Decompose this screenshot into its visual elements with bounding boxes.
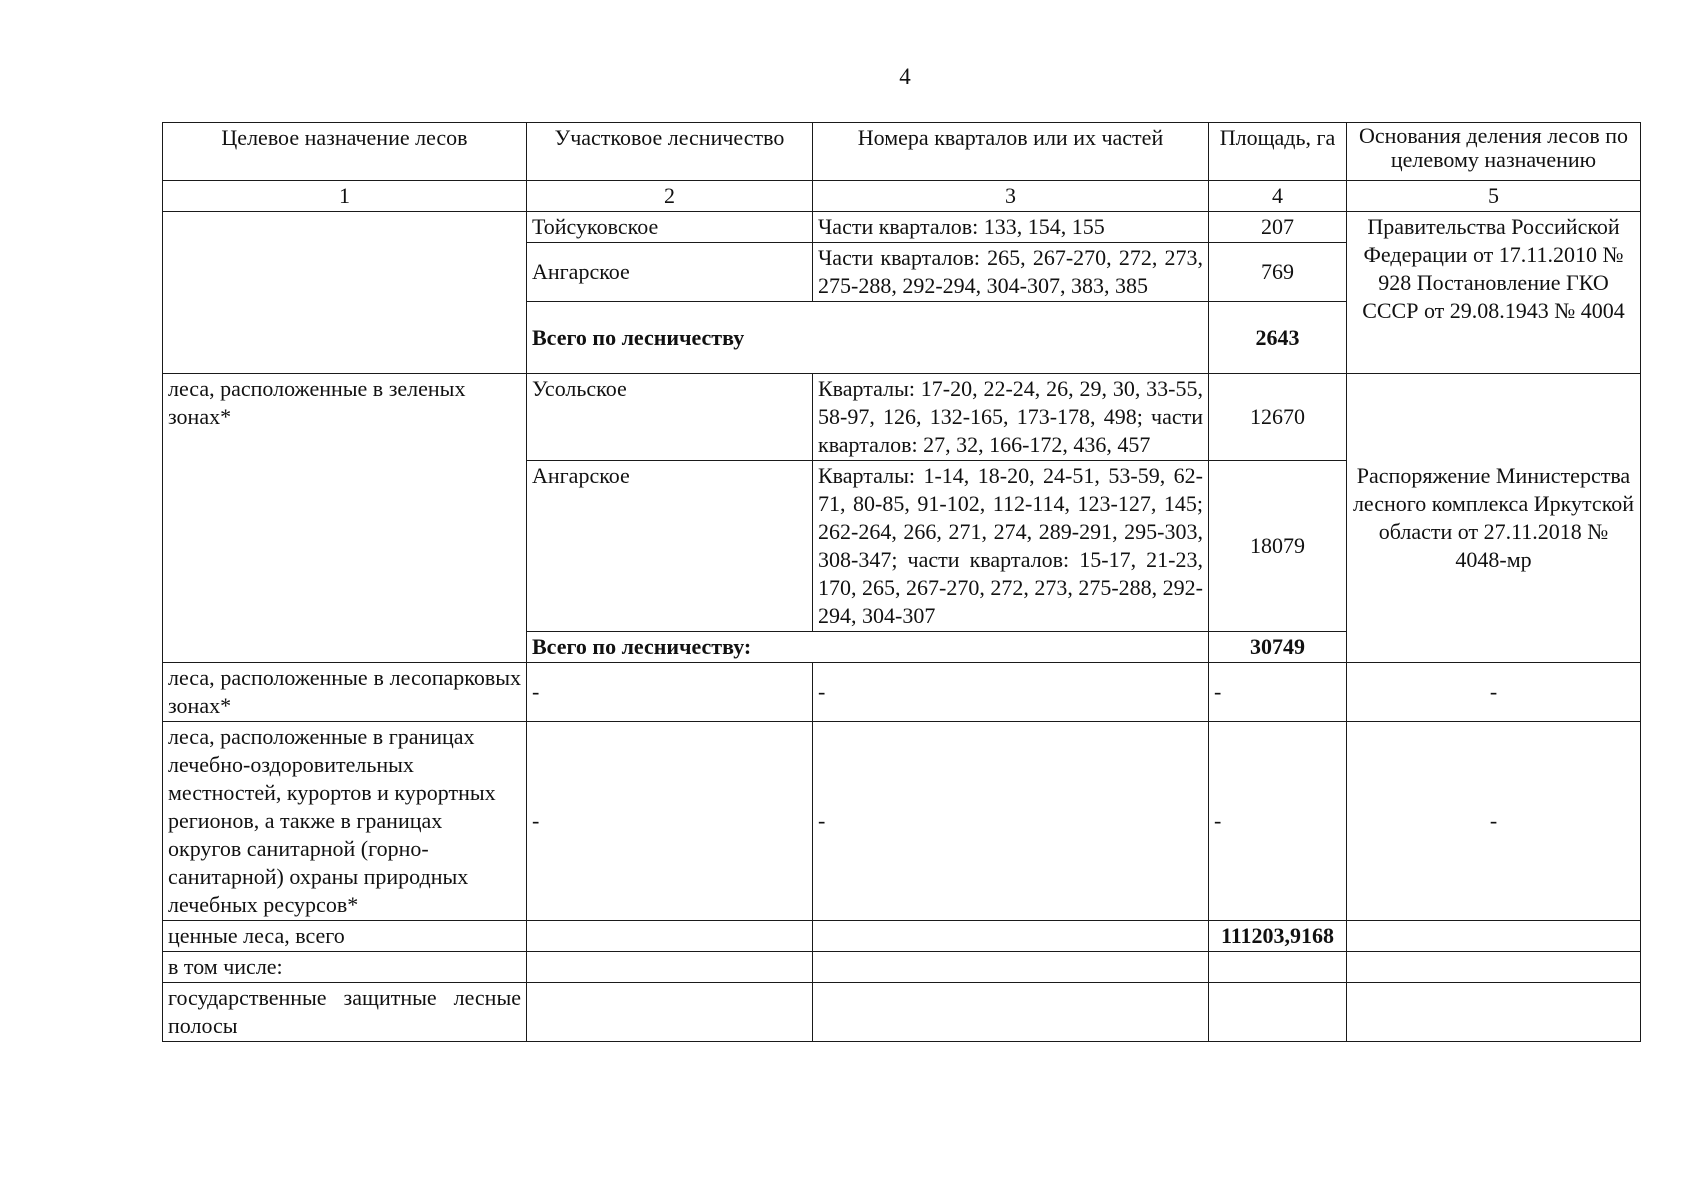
blocks-cell-empty [813,983,1209,1042]
table-row [163,374,1641,461]
basis-cell-empty [1347,983,1641,1042]
purpose-cell-empty [163,212,527,374]
area-cell: 207 [1209,212,1347,243]
blocks-cell-empty [813,952,1209,983]
district-cell: Ангарское [527,461,813,632]
basis-cell: - [1347,722,1641,921]
column-number-row [163,181,1641,212]
header-purpose: Целевое назначение лесов [163,123,527,181]
header-district: Участковое лесничество [527,123,813,181]
subtotal-area: 30749 [1209,632,1347,663]
column-number: 4 [1209,181,1347,212]
column-number: 5 [1347,181,1641,212]
table-row [163,663,1641,722]
district-cell: Усольское [527,374,813,461]
header-row [163,123,1641,181]
area-cell: 18079 [1209,461,1347,632]
district-cell: - [527,663,813,722]
basis-cell: Распоряжение Министерства лесного комплекса Иркутской области от 27.11.2018 № 4048-мр [1347,374,1641,663]
table-row [163,921,1641,952]
district-cell-empty [527,952,813,983]
column-number: 1 [163,181,527,212]
purpose-cell: леса, расположенные в зеленых зонах* [163,374,527,663]
page-number: 4 [899,64,911,89]
basis-cell-empty [1347,921,1641,952]
forest-purpose-table [162,122,1641,1042]
area-cell: - [1209,722,1347,921]
district-cell-empty [527,983,813,1042]
subtotal-label: Всего по лесничеству: [527,632,1209,663]
purpose-cell: леса, расположенные в лесопарковых зонах* [163,663,527,722]
area-cell: 111203,9168 [1209,921,1347,952]
column-number: 3 [813,181,1209,212]
district-cell: - [527,722,813,921]
table-row [163,983,1641,1042]
blocks-cell: Части кварталов: 133, 154, 155 [813,212,1209,243]
district-cell: Ангарское [527,243,813,302]
purpose-cell: леса, расположенные в границах лечебно-оздоровительных местностей, курортов и курортных регионов, а также в границах округов санитарной (горно-санитарной) охраны природных лечебных ресурсов* [163,722,527,921]
table-row [163,722,1641,921]
blocks-cell-empty [813,921,1209,952]
blocks-cell: - [813,722,1209,921]
area-cell-empty [1209,952,1347,983]
table-row [163,952,1641,983]
blocks-cell: Части кварталов: 265, 267-270, 272, 273, 275-288, 292-294, 304-307, 383, 385 [813,243,1209,302]
basis-cell: Правительства Российской Федерации от 17.11.2010 № 928 Постановление ГКО СССР от 29.08.1943 № 4004 [1347,212,1641,374]
blocks-cell: Кварталы: 17-20, 22-24, 26, 29, 30, 33-55, 58-97, 126, 132-165, 173-178, 498; части кварталов: 27, 32, 166-172, 436, 457 [813,374,1209,461]
district-cell: Тойсуковское [527,212,813,243]
header-blocks: Номера кварталов или их частей [813,123,1209,181]
basis-cell: - [1347,663,1641,722]
area-cell: 769 [1209,243,1347,302]
blocks-cell: Кварталы: 1-14, 18-20, 24-51, 53-59, 62-71, 80-85, 91-102, 112-114, 123-127, 145; 262-264, 266, 271, 274, 289-291, 295-303, 308-347; части кварталов: 15-17, 21-23, 170, 265, 267-270, 272, 273, 275-288, 292-294, 304-307 [813,461,1209,632]
subtotal-label: Всего по лесничеству [527,302,1209,374]
basis-cell-empty [1347,952,1641,983]
header-area: Площадь, га [1209,123,1347,181]
district-cell-empty [527,921,813,952]
header-basis: Основания деления лесов по целевому назначению [1347,123,1641,181]
subtotal-area: 2643 [1209,302,1347,374]
area-cell-empty [1209,983,1347,1042]
table-row [163,212,1641,243]
column-number: 2 [527,181,813,212]
area-cell: - [1209,663,1347,722]
purpose-cell: в том числе: [163,952,527,983]
blocks-cell: - [813,663,1209,722]
purpose-cell: ценные леса, всего [163,921,527,952]
purpose-cell: государственные защитные лесные полосы [163,983,527,1042]
area-cell: 12670 [1209,374,1347,461]
